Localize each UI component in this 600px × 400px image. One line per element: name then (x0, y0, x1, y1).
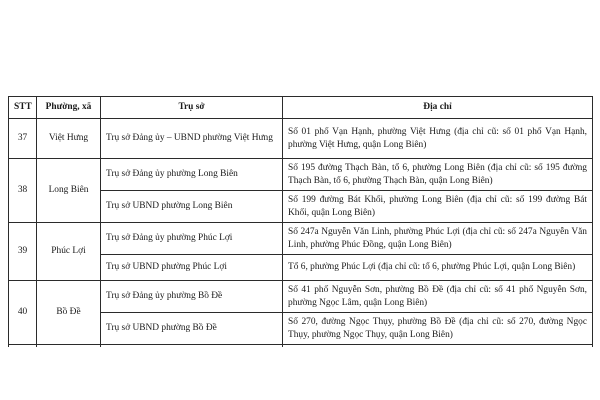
address-cell: Số 199 đường Bát Khối, phường Long Biên (địa chỉ cũ: số 199 đường Bát Khối, quận Long Biên) (283, 191, 593, 223)
ward-cell: Việt Hưng (37, 119, 101, 159)
address-cell: Tổ 6, phường Phúc Lợi (địa chỉ cũ: tổ 6, phường Phúc Lợi, quận Long Biên) (283, 255, 593, 281)
headquarters-cell: Trụ sở UBND phường Bồ Đề (101, 313, 283, 345)
header-address: Địa chỉ (283, 97, 593, 119)
table-row (9, 119, 593, 159)
headquarters-address-table (8, 96, 593, 347)
ward-cell: Bồ Đề (37, 281, 101, 345)
headquarters-cell: Trụ sở Đảng ủy phường Long Biên (101, 159, 283, 191)
ward-cell: Phúc Lợi (37, 223, 101, 281)
headquarters-cell: Trụ sở UBND phường Long Biên (101, 191, 283, 223)
address-cell: Số 01 phố Vạn Hạnh, phường Việt Hưng (địa chỉ cũ: số 01 phố Vạn Hạnh, phường Việt Hưng, quận Long Biên) (283, 119, 593, 159)
table-row (9, 159, 593, 191)
stt-cell: 39 (9, 223, 37, 281)
address-cell: Số 247a Nguyễn Văn Linh, phường Phúc Lợi (địa chỉ cũ: số 247a Nguyễn Văn Linh, phường Phúc Đồng, quận Long Biên) (283, 223, 593, 255)
headquarters-cell: Trụ sở Đảng ủy phường Bồ Đề (101, 281, 283, 313)
header-headquarters: Trụ sở (101, 97, 283, 119)
table-header-row (9, 97, 593, 119)
headquarters-cell: Trụ sở Đảng ủy – UBND phường Việt Hưng (101, 119, 283, 159)
headquarters-cell: Trụ sở UBND phường Phúc Lợi (101, 255, 283, 281)
table-row (9, 281, 593, 313)
stt-cell: 38 (9, 159, 37, 223)
header-ward: Phường, xã (37, 97, 101, 119)
cropped-next-row (9, 345, 593, 348)
stt-cell: 40 (9, 281, 37, 345)
address-cell: Số 270, đường Ngọc Thụy, phường Bồ Đề (địa chỉ cũ: số 270, đường Ngọc Thụy, phường Ngọc Thụy, quận Long Biên) (283, 313, 593, 345)
table-row (9, 223, 593, 255)
headquarters-cell: Trụ sở Đảng ủy phường Phúc Lợi (101, 223, 283, 255)
header-stt: STT (9, 97, 37, 119)
address-cell: Số 41 phố Nguyễn Sơn, phường Bồ Đề (địa chỉ cũ: số 41 phố Nguyễn Sơn, phường Ngọc Lâm, quận Long Biên) (283, 281, 593, 313)
stt-cell: 37 (9, 119, 37, 159)
ward-cell: Long Biên (37, 159, 101, 223)
address-cell: Số 195 đường Thạch Bàn, tổ 6, phường Long Biên (địa chỉ cũ: số 195 đường Thạch Bàn, tổ 6, phường Thạch Bàn, quận Long Biên) (283, 159, 593, 191)
